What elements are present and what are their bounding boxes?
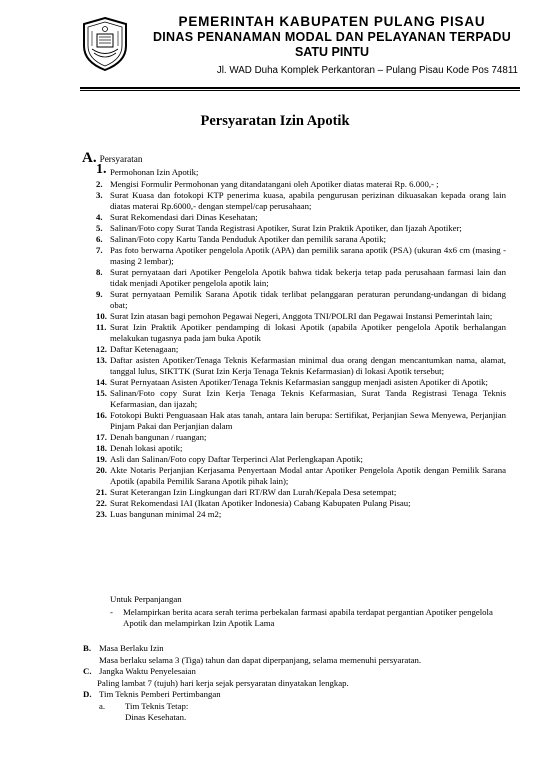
- requirement-text: Surat Pernyataan Asisten Apotiker/Tenaga Teknis Kefarmasian sanggup menjadi asisten Apotiker di Apotik;: [110, 377, 488, 387]
- requirement-number: 16.: [96, 410, 107, 420]
- section-a-heading: [82, 150, 142, 167]
- requirement-text: Salinan/Foto copy Kartu Tanda Penduduk Apotiker dan pemilik sarana Apotik;: [110, 234, 387, 244]
- requirement-item: [96, 410, 506, 432]
- requirement-item: [96, 289, 506, 311]
- requirement-item: [96, 443, 506, 454]
- requirements-list: [96, 162, 506, 520]
- requirement-item: [96, 223, 506, 234]
- requirement-item: [96, 465, 506, 487]
- requirement-item: [96, 454, 506, 465]
- letterhead-rule-thin: [80, 90, 520, 91]
- requirement-number: 10.: [96, 311, 107, 321]
- requirement-text: Denah bangunan / ruangan;: [110, 432, 207, 442]
- requirement-item: [96, 179, 506, 190]
- requirement-text: Surat Izin Praktik Apotiker pendamping di lokasi Apotik (apabila Apotiker pengelola Apotik berhalangan melakukan tugasnya pada jam buka Apotik: [110, 322, 506, 343]
- renewal-text: Melampirkan berita acara serah terima perbekalan farmasi apabila terdapat pergantian Apotiker pengelola Apotik dan melampirkan Izin Apotik Lama: [123, 606, 493, 628]
- letterhead-government: PEMERINTAH KABUPATEN PULANG PISAU: [178, 14, 486, 29]
- section-c-heading: Jangka Waktu Penyelesaian: [99, 666, 196, 676]
- requirement-item: [96, 432, 506, 443]
- requirement-text: Salinan/Foto copy Surat Tanda Registrasi Apotiker, Surat Izin Praktik Apotiker, dan Ijazah Apotiker;: [110, 223, 462, 233]
- requirement-number: 4.: [96, 212, 103, 222]
- requirement-text: Mengisi Formulir Permohonan yang ditandatangani oleh Apotiker diatas materai Rp. 6.000,- ;: [110, 179, 439, 189]
- regency-logo-icon: [80, 16, 130, 72]
- section-d-letter: D.: [83, 689, 92, 699]
- section-a-label: Persyaratan: [99, 154, 143, 164]
- requirement-number: 9.: [96, 289, 103, 299]
- requirement-text: Surat pernyataan Pemilik Sarana Apotik tidak terlibat pelanggaran peraturan perundang-undangan di bidang obat;: [110, 289, 506, 310]
- requirement-item: [96, 498, 506, 509]
- requirement-number: 20.: [96, 465, 107, 475]
- requirement-text: Asli dan Salinan/Foto copy Daftar Terperinci Alat Perlengkapan Apotik;: [110, 454, 363, 464]
- requirement-number: 3.: [96, 190, 103, 200]
- document-title: Persyaratan Izin Apotik: [200, 113, 350, 129]
- letterhead-rule-thick: [80, 87, 520, 89]
- section-b-heading: Masa Berlaku Izin: [99, 643, 164, 653]
- section-b-text: Masa berlaku selama 3 (Tiga) tahun dan dapat diperpanjang, selama memenuhi persyaratan.: [99, 654, 422, 665]
- requirement-text: Surat Rekomendasi IAI (Ikatan Apotiker Indonesia) Cabang Kabupaten Pulang Pisau;: [110, 498, 411, 508]
- requirement-item: [96, 311, 506, 322]
- requirement-text: Salinan/Foto copy Surat Izin Kerja Tenaga Teknis Kefarmasian, Surat Tanda Registrasi Tenaga Teknis Kefarmasian, dan ijazah;: [110, 388, 506, 409]
- requirement-number: 23.: [96, 509, 107, 519]
- requirement-number: 13.: [96, 355, 107, 365]
- requirement-number: 15.: [96, 388, 107, 398]
- section-c-text: Paling lambat 7 (tujuh) hari kerja sejak persyaratan dinyatakan lengkap.: [97, 677, 349, 688]
- section-d-sub-text: Dinas Kesehatan.: [125, 712, 187, 722]
- requirement-text: Surat Izin atasan bagi pemohon Pegawai Negeri, Anggota TNI/POLRI dan Pegawai Instansi Pemerintah lain;: [110, 311, 493, 321]
- requirement-number: 2.: [96, 179, 103, 189]
- requirement-text: Akte Notaris Perjanjian Kerjasama Penyertaan Modal antar Apotiker Pengelola Apotik dengan Pemilik Sarana Apotik (apabila Pemilik Sarana Apotik pihak lain);: [110, 465, 506, 486]
- requirement-number: 18.: [96, 443, 107, 453]
- requirement-item: [96, 388, 506, 410]
- section-d-sub: [83, 701, 503, 724]
- requirement-item: [96, 355, 506, 377]
- requirement-number: 8.: [96, 267, 103, 277]
- section-a-letter: A.: [82, 150, 97, 166]
- letterhead-agency: DINAS PENANAMAN MODAL DAN PELAYANAN TERPADU: [152, 30, 512, 44]
- requirement-text: Surat pernyataan dari Apotiker Pengelola Apotik bahwa tidak bekerja tetap pada perusahaan farmasi lain dan tidak menjadi Apotiker pengelola apotik lain;: [110, 267, 506, 288]
- requirement-text: Denah lokasi apotik;: [110, 443, 183, 453]
- requirement-text: Surat Keterangan Izin Lingkungan dari RT/RW dan Lurah/Kepala Desa setempat;: [110, 487, 397, 497]
- requirement-text: Pas foto berwarna Apotiker pengelola Apotik (APA) dan pemilik sarana apotik (PSA) (ukuran 4x6 cm (masing - masing 2 lembar);: [110, 245, 506, 266]
- requirement-text: Surat Kuasa dan fotokopi KTP penerima kuasa, apabila pengurusan perizinan dikuasakan kepada orang lain diatas materai Rp.6000,- dengan stempel/cap perusahaan;: [110, 190, 506, 211]
- requirement-item: [96, 509, 506, 520]
- requirement-text: Fotokopi Bukti Penguasaan Hak atas tanah, antara lain berupa: Sertifikat, Perjanjian Sewa Menyewa, Perjanjian Pinjam Pakai dan Perjanjian dalam: [110, 410, 506, 431]
- requirement-number: 12.: [96, 344, 107, 354]
- requirement-item: [96, 162, 506, 178]
- requirement-item: [96, 190, 506, 212]
- requirement-number: 5.: [96, 223, 103, 233]
- requirement-text: Luas bangunan minimal 24 m2;: [110, 509, 222, 519]
- requirement-item: [96, 245, 506, 267]
- section-b-letter: B.: [83, 643, 92, 653]
- requirement-number: 19.: [96, 454, 107, 464]
- section-b: [83, 643, 503, 666]
- requirement-number: 17.: [96, 432, 107, 442]
- requirement-item: [96, 267, 506, 289]
- requirement-number: 21.: [96, 487, 107, 497]
- section-d-heading: Tim Teknis Pemberi Pertimbangan: [99, 689, 221, 699]
- letterhead-agency-cont: SATU PINTU: [294, 45, 370, 59]
- requirement-number: 22.: [96, 498, 107, 508]
- requirement-item: [96, 377, 506, 388]
- renewal-dash: -: [110, 606, 113, 617]
- section-d-sub-letter: a.: [99, 700, 106, 711]
- requirement-item: [96, 322, 506, 344]
- requirement-text: Daftar Ketenagaan;: [110, 344, 179, 354]
- renewal-bullet: [110, 607, 500, 630]
- section-c: [83, 666, 503, 689]
- requirement-number: 14.: [96, 377, 107, 387]
- section-d: [83, 689, 503, 724]
- section-c-letter: C.: [83, 666, 92, 676]
- requirement-number: 6.: [96, 234, 103, 244]
- requirement-text: Daftar asisten Apotiker/Tenaga Teknis Kefarmasian minimal dua orang dengan mencantumkan nama, alamat, tanggal lulus, SIKTTK (Surat Izin Kerja Tenaga Teknis Kefarmasian) di lokasi Apotik tersebut;: [110, 355, 506, 376]
- renewal-note: [110, 594, 500, 630]
- requirement-item: [96, 487, 506, 498]
- requirement-text: Surat Rekomendasi dari Dinas Kesehatan;: [110, 212, 258, 222]
- requirement-number: 7.: [96, 245, 103, 255]
- renewal-heading: Untuk Perpanjangan: [110, 594, 182, 604]
- requirement-item: [96, 344, 506, 355]
- requirement-item: [96, 234, 506, 245]
- letterhead: [132, 14, 532, 79]
- requirement-text: Permohonan Izin Apotik;: [110, 167, 199, 177]
- requirement-number: 11.: [96, 322, 107, 332]
- requirement-number: 1.: [96, 162, 107, 177]
- letterhead-address: Jl. WAD Duha Komplek Perkantoran – Pulang Pisau Kode Pos 74811: [216, 65, 518, 76]
- section-d-sub-heading: Tim Teknis Tetap:: [125, 700, 189, 711]
- requirement-item: [96, 212, 506, 223]
